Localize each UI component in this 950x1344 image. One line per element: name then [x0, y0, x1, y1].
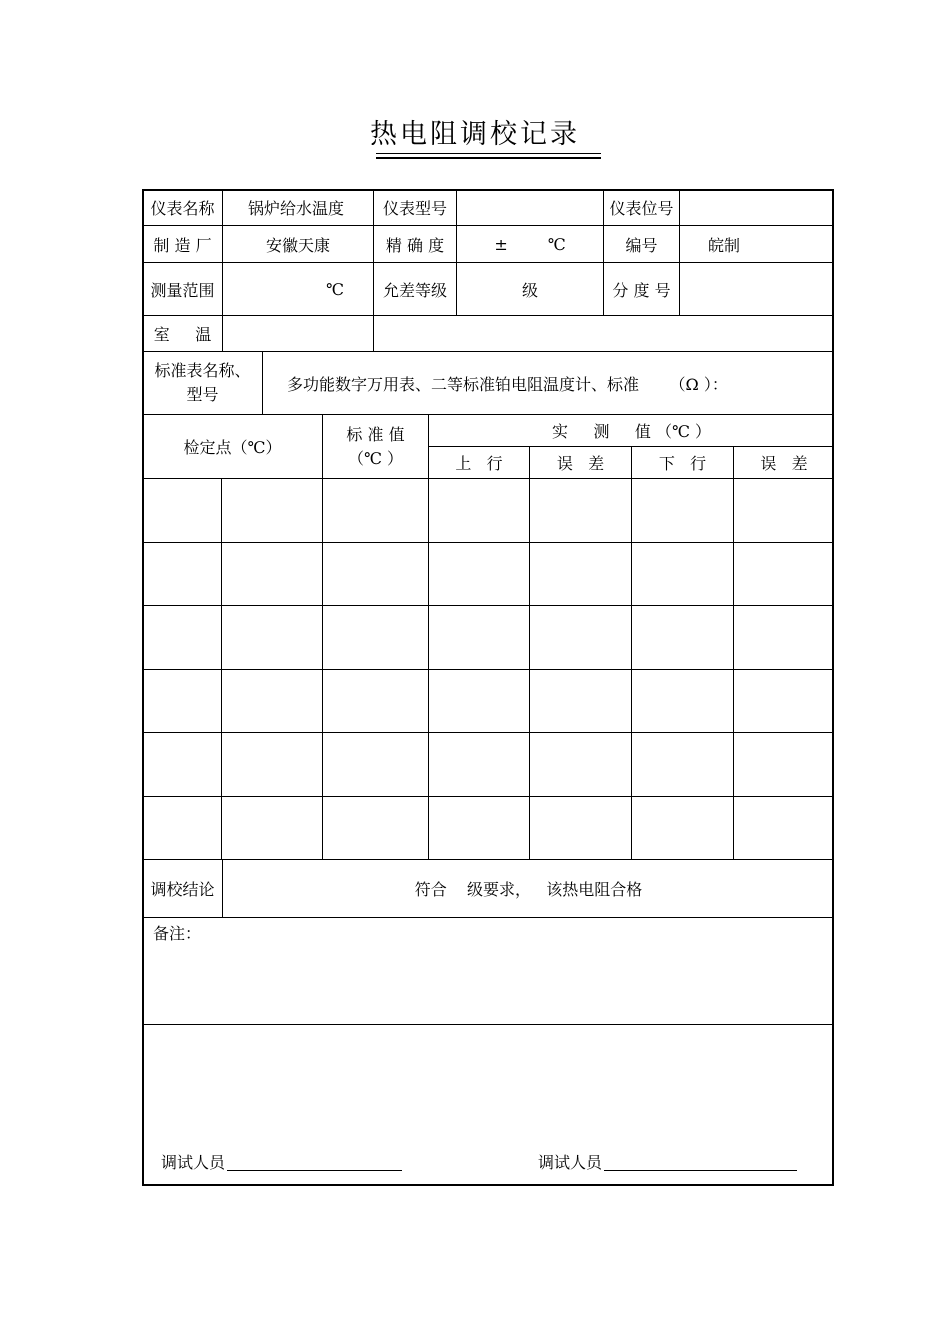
title-underline: [376, 153, 601, 154]
check-point-cell[interactable]: [143, 606, 221, 669]
check-point-cell[interactable]: [143, 733, 221, 796]
check-point-sub-cell[interactable]: [222, 479, 322, 542]
measurement-range-unit: ℃: [326, 279, 344, 299]
tolerance-class-value: 级: [521, 280, 538, 300]
instrument-position-label: 仪表位号: [609, 199, 674, 218]
accuracy-value: [457, 226, 603, 262]
standard-value-header-line2: （℃ ）: [348, 448, 403, 468]
downstroke-error-cell[interactable]: [734, 479, 834, 542]
upstroke-error-cell[interactable]: [530, 479, 631, 542]
standard-value-cell[interactable]: [323, 733, 428, 796]
upstroke-error-cell[interactable]: [530, 670, 631, 733]
downstroke-cell[interactable]: [632, 606, 733, 669]
standard-value-cell[interactable]: [323, 797, 428, 860]
row-divider: [142, 1024, 834, 1025]
check-point-cell[interactable]: [143, 670, 221, 733]
instrument-name-value: 锅炉给水温度: [248, 199, 345, 218]
downstroke-error-cell[interactable]: [734, 733, 834, 796]
standard-value-cell[interactable]: [323, 543, 428, 606]
measured-value-header: 实 测 值 （℃ ）: [552, 422, 711, 441]
downstroke-error-cell[interactable]: [734, 797, 834, 860]
tester-left-signature-line[interactable]: [227, 1170, 402, 1171]
room-temperature-value: [223, 316, 373, 351]
check-point-sub-cell[interactable]: [222, 670, 322, 733]
upstroke-cell[interactable]: [429, 543, 529, 606]
page-title: 热电阻调校记录: [370, 119, 580, 150]
room-temperature-label: 室 温: [153, 325, 212, 344]
upstroke-error-cell[interactable]: [530, 797, 631, 860]
graduation-value: [680, 263, 833, 315]
conclusion-value: 符合 级要求， 该热电阻合格: [414, 880, 643, 899]
upstroke-cell[interactable]: [429, 797, 529, 860]
upstroke-cell[interactable]: [429, 733, 529, 796]
standard-value-cell[interactable]: [323, 670, 428, 733]
upstroke-cell[interactable]: [429, 670, 529, 733]
standard-instrument-label-line1: 标准表名称、: [154, 361, 251, 380]
instrument-name-label: 仪表名称: [150, 199, 215, 218]
serial-number-label: 编号: [625, 235, 658, 255]
downstroke-cell[interactable]: [632, 670, 733, 733]
check-point-sub-cell[interactable]: [222, 797, 322, 860]
tester-right-signature-line[interactable]: [604, 1170, 797, 1171]
downstroke-cell[interactable]: [632, 479, 733, 542]
standard-value-header: [323, 415, 428, 478]
upstroke-error-cell[interactable]: [530, 606, 631, 669]
measurement-range-label: 测量范围: [150, 280, 215, 300]
upstroke-error-header: 误 差: [556, 454, 605, 473]
downstroke-cell[interactable]: [632, 733, 733, 796]
downstroke-cell[interactable]: [632, 543, 733, 606]
check-point-sub-cell[interactable]: [222, 543, 322, 606]
standard-instrument-label-line2: 型号: [186, 385, 219, 404]
check-point-sub-cell[interactable]: [222, 606, 322, 669]
tester-left-label: 调试人员: [161, 1152, 226, 1172]
instrument-position-value: [680, 190, 833, 225]
downstroke-error-cell[interactable]: [734, 670, 834, 733]
standard-instrument-value: 多功能数字万用表、二等标准铂电阻温度计、标准 （Ω ）：: [287, 374, 728, 394]
upstroke-error-cell[interactable]: [530, 733, 631, 796]
check-point-header: 检定点（℃）: [183, 438, 282, 457]
upstroke-header: 上 行: [455, 454, 503, 473]
accuracy-unit: ℃: [547, 234, 566, 254]
standard-value-cell[interactable]: [323, 479, 428, 542]
downstroke-cell[interactable]: [632, 797, 733, 860]
downstroke-error-cell[interactable]: [734, 606, 834, 669]
upstroke-error-cell[interactable]: [530, 543, 631, 606]
col-divider: [262, 351, 263, 414]
standard-value-header-line1: 标 准 值: [346, 424, 405, 444]
accuracy-label: 精 确 度: [385, 235, 445, 255]
check-point-sub-cell[interactable]: [222, 733, 322, 796]
upstroke-cell[interactable]: [429, 479, 529, 542]
check-point-cell[interactable]: [143, 543, 221, 606]
tester-right-label: 调试人员: [538, 1152, 603, 1172]
downstroke-error-cell[interactable]: [734, 543, 834, 606]
downstroke-header: 下 行: [658, 454, 707, 473]
accuracy-plus-minus: ±: [494, 234, 508, 254]
standard-value-cell[interactable]: [323, 606, 428, 669]
instrument-model-value: [457, 190, 603, 225]
instrument-model-label: 仪表型号: [382, 199, 447, 218]
check-point-cell[interactable]: [143, 797, 221, 860]
remarks-label: 备注：: [153, 923, 202, 943]
tolerance-class-label: 允差等级: [382, 280, 447, 300]
title-underline-double: [376, 157, 601, 159]
standard-instrument-label: [143, 352, 262, 414]
conclusion-label: 调校结论: [150, 880, 215, 899]
downstroke-error-header: 误 差: [760, 454, 808, 473]
graduation-label: 分 度 号: [612, 280, 671, 300]
manufacturer-value: 安徽天康: [265, 235, 330, 255]
check-point-cell[interactable]: [143, 479, 221, 542]
upstroke-cell[interactable]: [429, 606, 529, 669]
manufacturer-label: 制 造 厂: [153, 235, 212, 255]
row-divider: [142, 917, 834, 918]
serial-number-value: 皖制: [708, 235, 741, 255]
